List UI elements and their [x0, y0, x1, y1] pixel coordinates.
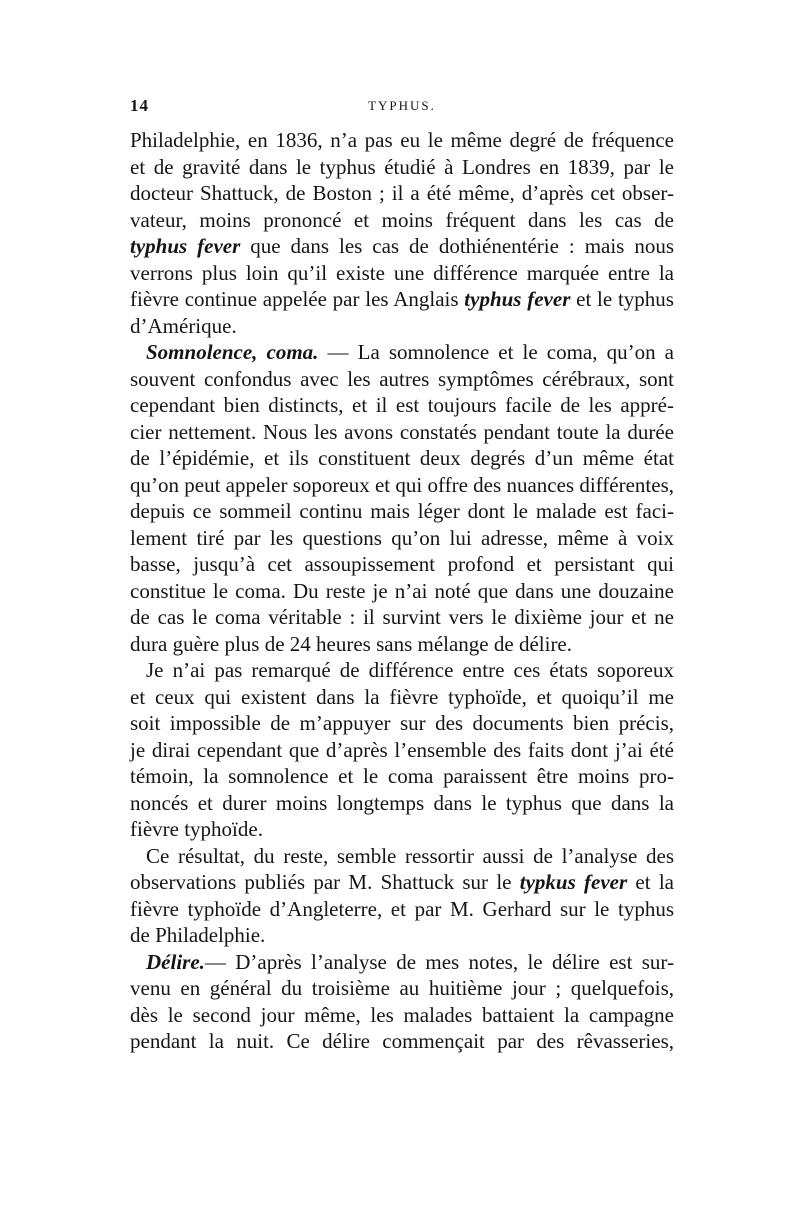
text-line — [130, 1028, 674, 1054]
text-segment: venu en général du troisième au huitième jour ; quelquefois, — [130, 976, 674, 1000]
text-segment: pendant la nuit. Ce délire commençait par des rêvasseries, — [130, 1029, 674, 1053]
text-segment: cier nettement. Nous les avons constatés pendant toute la durée — [130, 419, 674, 444]
text-segment: fièvre typhoïde d’Angleterre, et par M. Gerhard sur le typhus — [130, 896, 674, 921]
text-segment: docteur Shattuck, de Boston ; il a été même, d’après cet obser- — [130, 181, 674, 205]
text-line — [130, 180, 674, 206]
text-segment: et ceux qui existent dans la fièvre typhoïde, et quoiqu’il me — [130, 684, 674, 709]
page-header — [130, 96, 674, 120]
italic-term: Somnolence, coma. — [146, 340, 319, 364]
text-line — [130, 631, 674, 657]
text-line — [130, 922, 674, 948]
text-line — [130, 233, 674, 259]
text-segment: qu’on peut appeler soporeux et qui offre des nuances différentes, — [130, 472, 674, 497]
text-line — [130, 498, 674, 524]
text-segment: fièvre continue appelée par les Anglais — [130, 287, 465, 311]
italic-term: typkus fever — [519, 870, 628, 894]
text-segment: vateur, moins prononcé et moins fréquent dans les cas de — [130, 207, 674, 232]
text-segment: observations publiés par M. Shattuck sur le — [130, 870, 520, 894]
text-segment: de Philadelphie. — [130, 923, 266, 947]
text-line — [130, 684, 674, 710]
text-line — [130, 260, 674, 286]
running-title: TYPHUS. — [368, 98, 436, 113]
text-segment: basse, jusqu’à cet assoupissement profond et persistant qui — [130, 552, 674, 576]
italic-term: typhus fever — [130, 234, 241, 258]
text-segment: et la — [627, 870, 675, 894]
text-line — [130, 551, 674, 577]
text-segment: dès le second jour même, les malades battaient la campagne — [130, 1002, 674, 1027]
text-line — [130, 127, 674, 153]
text-segment: fièvre typhoïde. — [130, 817, 263, 841]
text-line — [130, 816, 674, 842]
text-segment: et de gravité dans le typhus étudié à Londres en 1839, par le — [130, 154, 674, 179]
text-line — [130, 366, 674, 392]
text-segment: de l’épidémie, et ils constituent deux degrés d’un même état — [130, 446, 674, 470]
text-segment: et le typhus — [570, 287, 674, 311]
text-line — [146, 949, 674, 975]
page-number: 14 — [130, 96, 149, 115]
text-line — [130, 313, 674, 339]
text-line — [130, 763, 674, 789]
text-line — [146, 339, 674, 365]
text-line — [130, 790, 674, 816]
text-segment: depuis ce sommeil continu mais léger dont le malade est faci- — [130, 499, 674, 523]
text-segment: constitue le coma. Du reste je n’ai noté que dans une douzaine — [130, 578, 674, 603]
text-segment: témoin, la somnolence et le coma paraissent être moins pro- — [130, 764, 674, 788]
text-line — [130, 737, 674, 763]
text-line — [130, 154, 674, 180]
text-line — [130, 1002, 674, 1028]
text-segment: Philadelphie, en 1836, n’a pas eu le même degré de fréquence — [130, 128, 674, 152]
text-line — [130, 578, 674, 604]
text-segment: — La somnolence et le coma, qu’on a — [318, 340, 674, 364]
text-segment: dura guère plus de 24 heures sans mélange de délire. — [130, 631, 573, 656]
text-line — [130, 604, 674, 630]
text-line — [130, 525, 674, 551]
text-line — [130, 472, 674, 498]
text-segment: soit impossible de m’appuyer sur des documents bien précis, — [130, 711, 674, 735]
text-segment: — D’après l’analyse de mes notes, le délire est sur- — [204, 949, 674, 974]
text-segment: cependant bien distincts, et il est toujours facile de les appré- — [130, 393, 674, 417]
text-line — [130, 975, 674, 1001]
text-line — [130, 896, 674, 922]
text-segment: d’Amérique. — [130, 313, 237, 338]
text-line — [130, 419, 674, 445]
text-line — [130, 392, 674, 418]
text-segment: souvent confondus avec les autres symptômes cérébraux, sont — [130, 366, 674, 391]
text-segment: Je n’ai pas remarqué de différence entre ces états soporeux — [146, 658, 674, 682]
text-line — [130, 286, 674, 312]
text-line — [130, 207, 674, 233]
text-segment: noncés et durer moins longtemps dans le typhus que dans la — [130, 790, 674, 815]
text-segment: Ce résultat, du reste, semble ressortir aussi de l’analyse des — [146, 843, 674, 868]
text-line — [130, 710, 674, 736]
text-line — [146, 843, 674, 869]
text-segment: que dans les cas de dothiénentérie : mais nous — [240, 234, 674, 258]
text-segment: de cas le coma véritable : il survint vers le dixième jour et ne — [130, 605, 674, 629]
italic-term: typhus fever — [464, 287, 571, 311]
text-segment: verrons plus loin qu’il existe une différence marquée entre la — [130, 260, 674, 285]
text-line — [146, 657, 674, 683]
text-line — [130, 869, 674, 895]
text-line — [130, 445, 674, 471]
text-segment: je dirai cependant que d’après l’ensemble des faits dont j’ai été — [130, 737, 674, 762]
text-segment: lement tiré par les questions qu’on lui adresse, même à voix — [130, 525, 674, 550]
italic-term: Délire. — [146, 949, 205, 974]
